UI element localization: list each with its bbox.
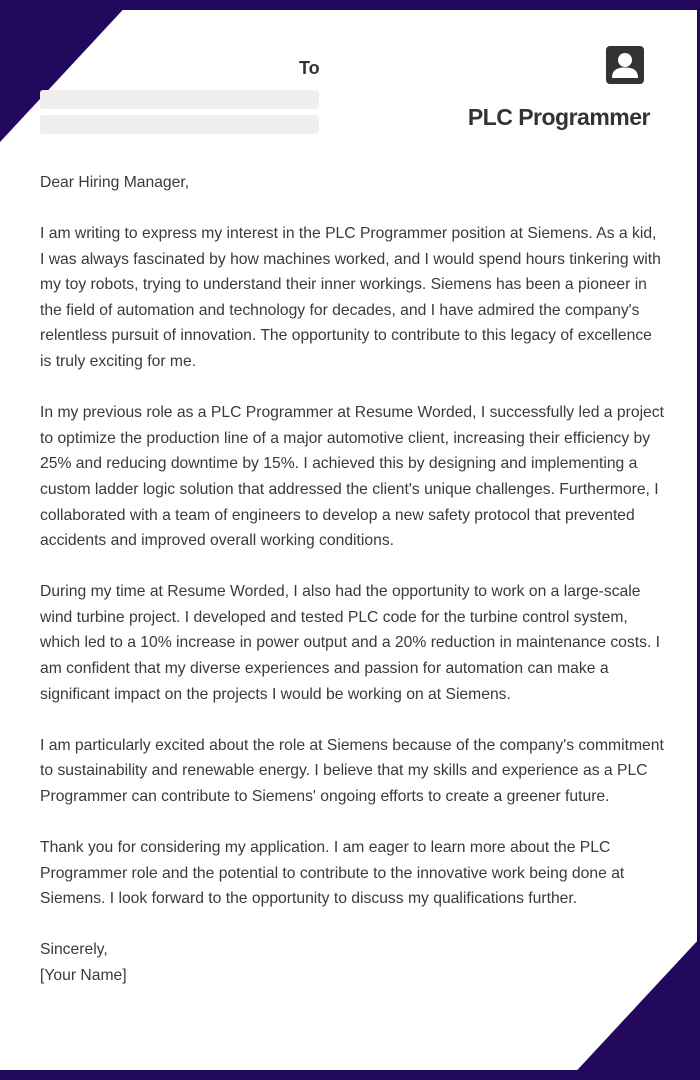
signature: [Your Name]	[40, 966, 127, 984]
paragraph-motivation: I am particularly excited about the role at Siemens because of the company's commitment to sustainability and renewable energy. I believe that my skills and experience as a PLC Programmer can contribute to Siemens' ongoing efforts to create a greener future.	[40, 736, 664, 805]
job-title: PLC Programmer	[467, 104, 650, 130]
signoff: Sincerely,	[40, 941, 108, 959]
paragraph-closing: Thank you for considering my application. I am eager to learn more about the PLC Programmer role and the potential to contribute to the innovative work being done at Siemens. I look forward to the opportunity to discuss my qualifications further.	[40, 838, 625, 908]
user-profile-icon	[606, 46, 644, 84]
paragraph-intro: I am writing to express my interest in the PLC Programmer position at Siemens. As a kid, I was always fascinated by how machines worked, and I would spend hours tinkering with my toy robots, trying to understand their inner workings. Siemens has been a pioneer in the field of automation and technology for decades, and I have admired the company's relentless pursuit of innovation. The opportunity to contribute to this legacy of excellence is truly exciting for me.	[40, 225, 661, 371]
letter-body	[40, 170, 665, 988]
greeting: Dear Hiring Manager,	[40, 174, 190, 191]
recipient-label: To	[299, 58, 320, 78]
recipient-name-placeholder	[40, 90, 319, 109]
recipient-address-placeholder	[40, 115, 319, 134]
paragraph-project: During my time at Resume Worded, I also had the opportunity to work on a large-scale wind turbine project. I developed and tested PLC code for the turbine control system, which led to a 10% increase in power output and a 20% reduction in maintenance costs. I am confident that my diverse experiences and passion for automation can make a significant impact on the projects I would be working on at Siemens.	[40, 583, 661, 703]
paragraph-experience: In my previous role as a PLC Programmer at Resume Worded, I successfully led a project to optimize the production line of a major automotive client, increasing their efficiency by 25% and reducing downtime by 15%. I achieved this by designing and implementing a custom ladder logic solution that addressed the client's unique challenges. Furthermore, I collaborated with a team of engineers to develop a new safety protocol that prevented accidents and improved overall working conditions.	[40, 404, 664, 550]
